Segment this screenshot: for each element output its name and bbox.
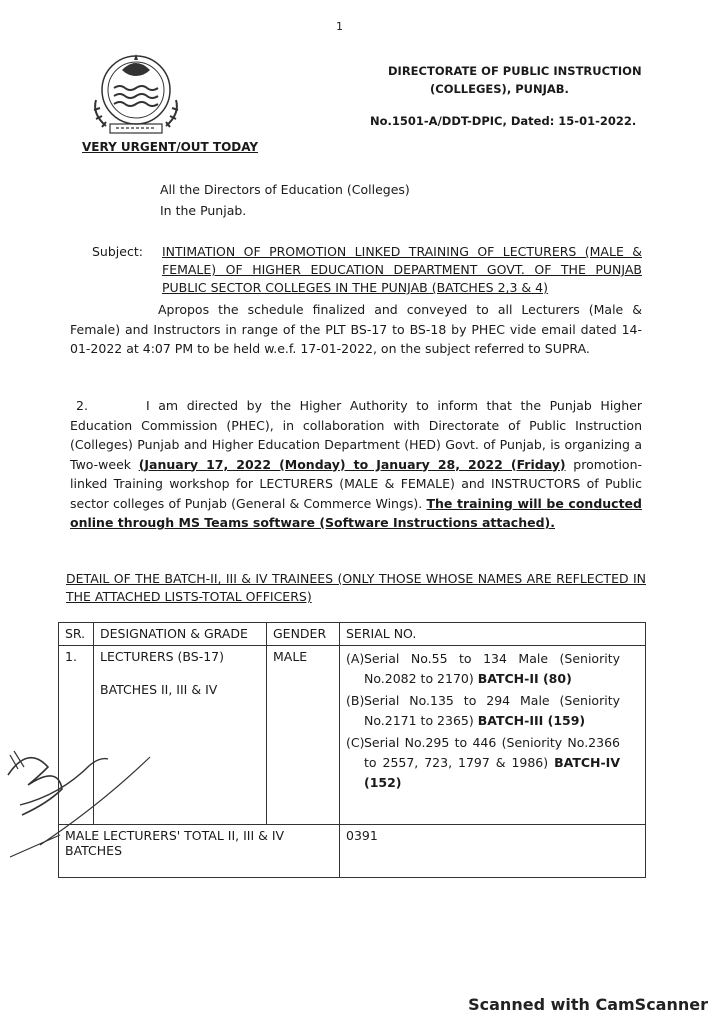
serial-entry-a-label: (A)	[346, 651, 365, 666]
paragraph-2-text-2: promotion-linked Training workshop for LECTURERS (MALE & FEMALE) and INSTRUCTORS of Public sector colleges of Punjab (General & Commerce Wings).	[70, 456, 643, 511]
row-serial-cell	[340, 646, 646, 825]
serial-entry-c-label: (C)	[346, 735, 365, 750]
row-batches: BATCHES II, III & IV	[100, 682, 218, 697]
col-gender: GENDER	[267, 623, 340, 646]
serial-entry-c-batch: BATCH-IV (152)	[364, 755, 620, 790]
batch-detail-heading: DETAIL OF THE BATCH-II, III & IV TRAINEES (ONLY THOSE WHOSE NAMES ARE REFLECTED IN THE ATTACHED LISTS-TOTAL OFFICERS)	[66, 571, 646, 604]
paragraph-2	[70, 396, 642, 533]
total-value: 0391	[340, 825, 646, 878]
col-sr: SR.	[59, 623, 94, 646]
paragraph-2-text-1: I am directed by the Higher Authority to inform that the Punjab Higher Education Commission (PHEC), in collaboration with Directorate of Public Instruction (Colleges) Punjab and Higher Education Department (HED) Govt. of Punjab, is organizing a Two-week	[70, 398, 642, 472]
training-dates: (January 17, 2022 (Monday) to January 28, 2022 (Friday)	[138, 456, 566, 472]
directorate-title: DIRECTORATE OF PUBLIC INSTRUCTION	[388, 64, 642, 78]
punjab-emblem-icon	[86, 50, 186, 136]
serial-entry-a-text: Serial No.55 to 134 Male (Seniority No.2082 to 2170)	[364, 651, 620, 686]
serial-entry-b-text: Serial No.135 to 294 Male (Seniority No.2171 to 2365)	[364, 693, 620, 728]
serial-entry-b-batch: BATCH-III (159)	[477, 713, 586, 728]
row-sr: 1.	[59, 646, 94, 825]
addressee-line-2: In the Punjab.	[160, 203, 247, 218]
reference-number: No.1501-A/DDT-DPIC, Dated: 15-01-2022.	[370, 114, 637, 128]
training-mode-emphasis: The training will be conducted online through MS Teams software (Software Instructions attached).	[70, 495, 642, 530]
row-gender: MALE	[267, 646, 340, 825]
directorate-subtitle: (COLLEGES), PUNJAB.	[430, 82, 569, 96]
table-header-row	[59, 623, 646, 646]
serial-entry-a-batch: BATCH-II (80)	[477, 671, 572, 686]
subject-text: INTIMATION OF PROMOTION LINKED TRAINING OF LECTURERS (MALE & FEMALE) OF HIGHER EDUCATION DEPARTMENT GOVT. OF THE PUNJAB PUBLIC SECTOR COLLEGES IN THE PUNJAB (BATCHES 2,3 & 4)	[162, 244, 642, 295]
paragraph-1: Apropos the schedule finalized and conveyed to all Lecturers (Male & Female) and Instructors in range of the PLT BS-17 to BS-18 by PHEC vide email dated 14-01-2022 at 4:07 PM to be held w.e.f. 17-01-2022, on the subject referred to SUPRA.	[70, 302, 642, 356]
paragraph-2-number: 2.	[76, 398, 88, 413]
col-serial: SERIAL NO.	[340, 623, 646, 646]
serial-entry-b	[346, 691, 639, 731]
serial-entry-a	[346, 649, 639, 689]
total-label: MALE LECTURERS' TOTAL II, III & IV BATCHES	[59, 825, 340, 878]
signature-icon	[0, 735, 160, 865]
serial-entry-b-label: (B)	[346, 693, 365, 708]
row-designation: LECTURERS (BS-17)	[100, 649, 225, 664]
addressee-line-1: All the Directors of Education (Colleges)	[160, 182, 410, 197]
subject-label: Subject:	[92, 244, 143, 259]
page-number: 1	[336, 20, 343, 33]
serial-entry-c	[346, 733, 639, 793]
urgent-label: VERY URGENT/OUT TODAY	[82, 140, 259, 154]
col-designation: DESIGNATION & GRADE	[94, 623, 267, 646]
scanner-watermark: Scanned with CamScanner	[468, 995, 708, 1014]
serial-entry-c-text: Serial No.295 to 446 (Seniority No.2366 to 2557, 723, 1797 & 1986)	[364, 735, 620, 770]
